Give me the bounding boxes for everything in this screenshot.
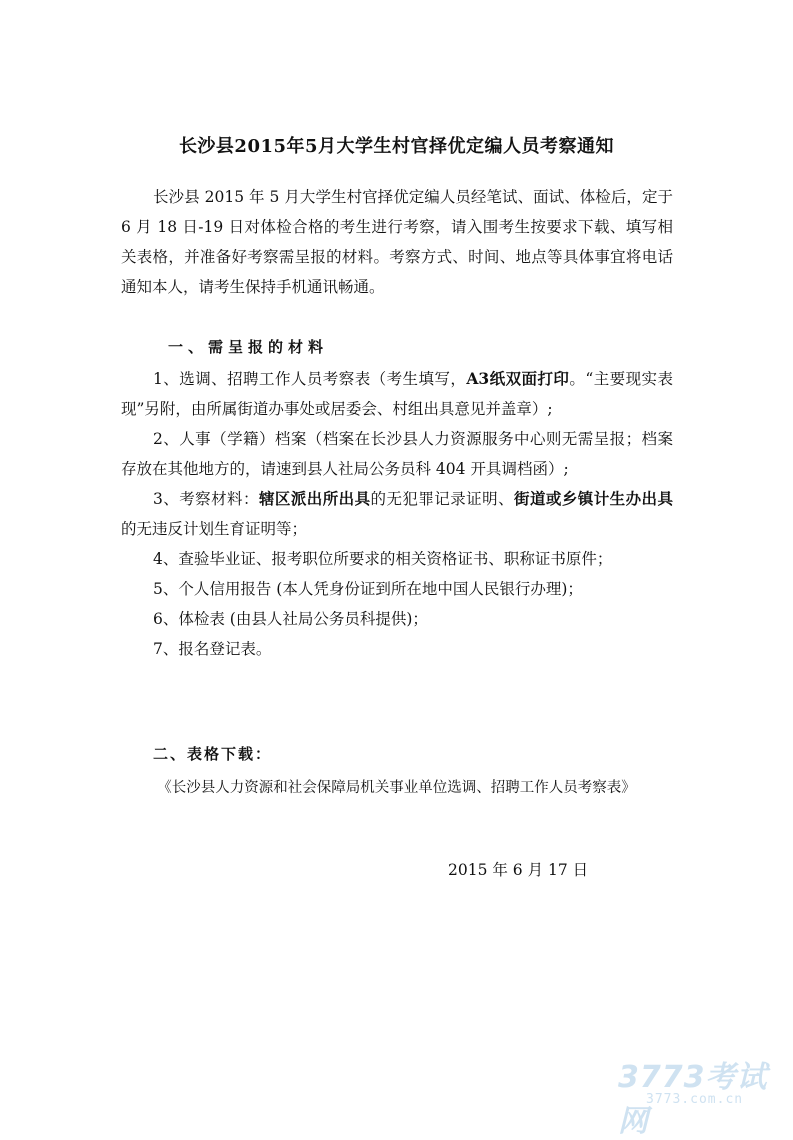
document-date: 2015 年 6 月 17 日 <box>448 861 589 879</box>
site-watermark <box>618 1052 788 1139</box>
list-item <box>121 364 673 424</box>
intro-paragraph: 长沙县 2015 年 5 月大学生村官择优定编人员经笔试、面试、体检后，定于 6 月 18 日-19 日对体检合格的考生进行考察，请入围考生按要求下载、填写相关表格，并准备好考察需呈报的材料。考察方式、时间、地点等具体事宜将电话通知本人，请考生保持手机通讯畅通。 <box>121 188 673 296</box>
section1-heading: 一、需呈报的材料 <box>168 338 329 356</box>
list-item: 7、报名登记表。 <box>153 640 272 658</box>
form-download-link[interactable]: 《长沙县人力资源和社会保障局机关事业单位选调、招聘工作人员考察表》 <box>157 780 636 796</box>
document-title: 长沙县2015年5月大学生村官择优定编人员考察通知 <box>178 136 615 157</box>
item1-text-bold: A3纸双面打印 <box>466 369 570 388</box>
intro-section <box>121 182 673 302</box>
section2-heading: 二、表格下载： <box>153 745 273 763</box>
item3-text-bold1: 辖区派出所出具 <box>258 489 371 508</box>
item3-text-a: 3、考察材料： <box>153 490 259 508</box>
list-item: 5、个人信用报告 (本人凭身份证到所在地中国人民银行办理)； <box>153 580 583 598</box>
list-item: 6、体检表 (由县人社局公务员科提供)； <box>153 610 428 628</box>
item3-text-bold2: 街道或乡镇计生办出具 <box>514 489 673 508</box>
item3-text-c: 的无犯罪记录证明、 <box>370 490 515 508</box>
item3-text-e: 的无违反计划生育证明等； <box>121 520 308 538</box>
watermark-url: 3773.com.cn <box>646 1092 744 1107</box>
list-item: 4、查验毕业证、报考职位所要求的相关资格证书、职称证书原件； <box>153 550 613 568</box>
materials-list <box>121 364 673 664</box>
item1-text-c: 。“主要现实表现”另附，由所属街道办事处或居委会、村组出具意见并盖章）; <box>121 370 673 418</box>
item1-text-a: 1、选调、招聘工作人员考察表（考生填写， <box>153 370 467 388</box>
list-item: 2、人事（学籍）档案（档案在长沙县人力资源服务中心则无需呈报；档案存放在其他地方的，请速到县人社局公务员科 404 开具调档函）; <box>121 430 673 478</box>
list-item <box>121 484 673 544</box>
watermark-logo-text: 3773考试网 <box>618 1060 768 1139</box>
